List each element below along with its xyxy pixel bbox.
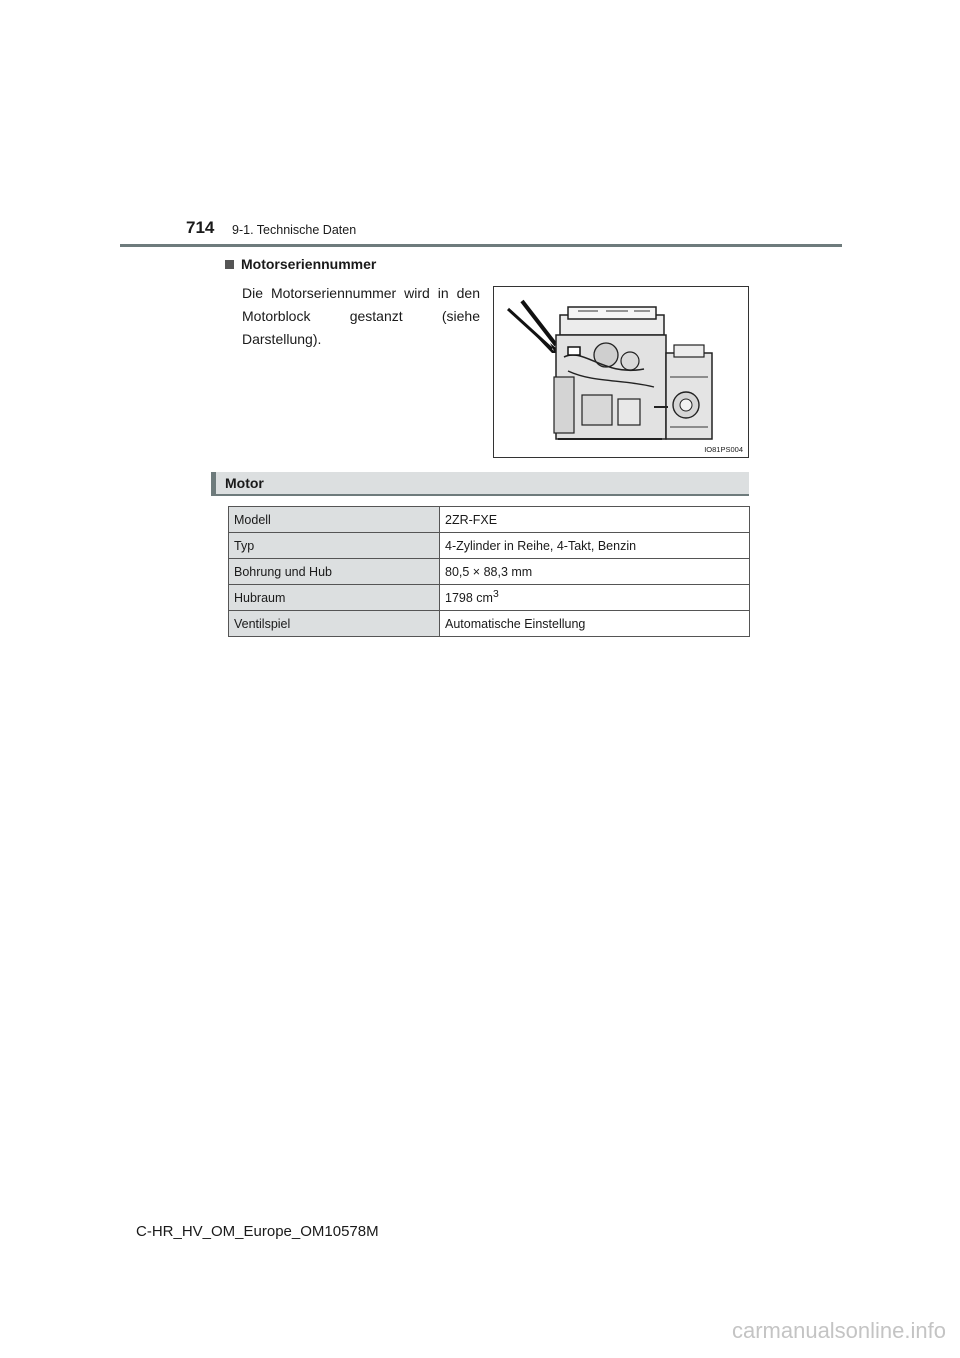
document-id: C-HR_HV_OM_Europe_OM10578M	[136, 1223, 379, 1240]
spec-value	[440, 533, 750, 559]
engine-section-title: Motor	[225, 475, 264, 491]
spec-value	[440, 559, 750, 585]
spec-label: Typ	[229, 533, 440, 559]
page-number: 714	[186, 218, 215, 237]
spec-label: Ventilspiel	[229, 611, 440, 637]
table-row	[229, 585, 750, 611]
spec-label: Modell	[229, 507, 440, 533]
figure-code: IO81PS004	[704, 445, 743, 454]
spec-value-text: 4-Zylinder in Reihe, 4-Takt, Benzin	[445, 539, 637, 554]
serial-heading	[225, 256, 376, 272]
spec-value-text: Automatische Einstellung	[445, 617, 586, 632]
spec-value	[440, 611, 750, 637]
spec-label: Bohrung und Hub	[229, 559, 440, 585]
watermark-link[interactable]: carmanualsonline.info	[731, 1318, 946, 1343]
spec-value-text: 1798 cm	[445, 591, 493, 606]
spec-value	[440, 507, 750, 533]
spec-value-sup: 3	[492, 589, 499, 601]
square-bullet-icon	[225, 260, 234, 269]
serial-description: Die Motorseriennummer wird in den Motorblock gestanzt (siehe Darstellung).	[242, 285, 480, 347]
spec-label: Hubraum	[229, 585, 440, 611]
section-label: 9-1. Technische Daten	[232, 223, 357, 237]
engine-drawing-icon	[494, 287, 750, 459]
engine-section-bar	[211, 472, 749, 496]
engine-spec-table	[228, 506, 750, 637]
table-row	[229, 611, 750, 637]
spec-value	[440, 585, 750, 611]
table-row	[229, 533, 750, 559]
spec-value-text: 2ZR-FXE	[445, 513, 498, 528]
header-rule	[120, 244, 842, 247]
engine-illustration	[493, 286, 749, 458]
serial-heading-text: Motorseriennummer	[241, 256, 377, 272]
spec-value-text: 80,5 × 88,3 mm	[445, 565, 533, 580]
table-row	[229, 507, 750, 533]
table-row	[229, 559, 750, 585]
